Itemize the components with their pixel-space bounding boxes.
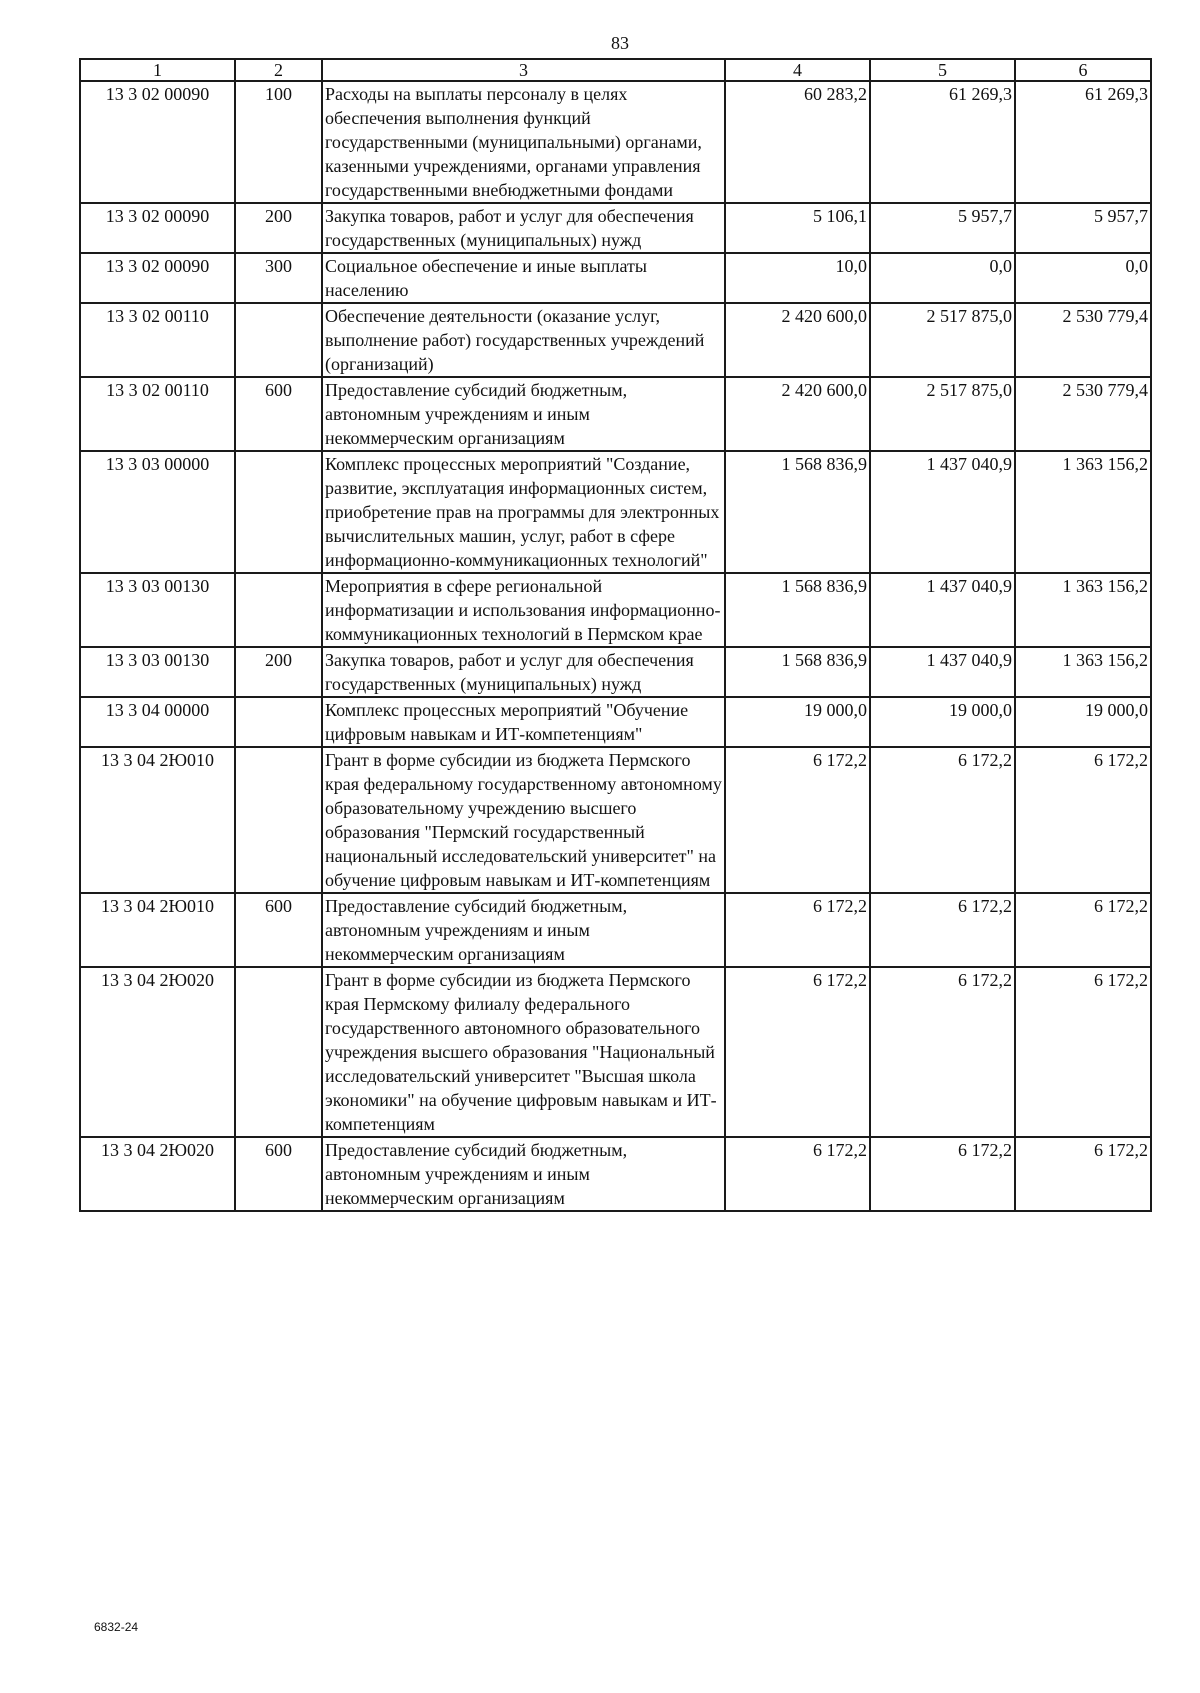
row-value-col5: 6 172,2 — [870, 893, 1015, 967]
row-expense-type: 200 — [235, 647, 322, 697]
header-row — [80, 59, 1151, 81]
row-value-col4: 60 283,2 — [725, 81, 870, 203]
table-row — [80, 697, 1151, 747]
row-value-col5: 1 437 040,9 — [870, 451, 1015, 573]
table-row — [80, 303, 1151, 377]
column-header-6: 6 — [1015, 59, 1151, 81]
row-value-col6: 1 363 156,2 — [1015, 573, 1151, 647]
budget-table — [79, 58, 1152, 1212]
table-row — [80, 647, 1151, 697]
row-code: 13 3 04 00000 — [80, 697, 235, 747]
row-value-col4: 1 568 836,9 — [725, 451, 870, 573]
row-code: 13 3 04 2Ю010 — [80, 747, 235, 893]
row-code: 13 3 04 2Ю010 — [80, 893, 235, 967]
table-row — [80, 967, 1151, 1137]
row-value-col5: 61 269,3 — [870, 81, 1015, 203]
row-code: 13 3 02 00090 — [80, 253, 235, 303]
row-value-col6: 6 172,2 — [1015, 893, 1151, 967]
row-value-col4: 19 000,0 — [725, 697, 870, 747]
row-name: Грант в форме субсидии из бюджета Пермского края Пермскому филиалу федерального государственного автономного образовательного учреждения высшего образования "Национальный исследовательский университет "Высшая школа экономики" на обучение цифровым навыкам и ИТ-компетенциям — [322, 967, 725, 1137]
row-value-col4: 6 172,2 — [725, 967, 870, 1137]
table-row — [80, 203, 1151, 253]
row-value-col5: 6 172,2 — [870, 1137, 1015, 1211]
row-expense-type: 600 — [235, 893, 322, 967]
row-value-col5: 2 517 875,0 — [870, 377, 1015, 451]
table-header — [80, 59, 1151, 81]
row-value-col4: 2 420 600,0 — [725, 377, 870, 451]
row-value-col5: 5 957,7 — [870, 203, 1015, 253]
row-value-col5: 0,0 — [870, 253, 1015, 303]
row-value-col4: 10,0 — [725, 253, 870, 303]
row-value-col5: 19 000,0 — [870, 697, 1015, 747]
row-name: Обеспечение деятельности (оказание услуг, выполнение работ) государственных учреждений (организаций) — [322, 303, 725, 377]
row-value-col4: 2 420 600,0 — [725, 303, 870, 377]
row-value-col4: 6 172,2 — [725, 747, 870, 893]
row-code: 13 3 03 00000 — [80, 451, 235, 573]
row-value-col6: 61 269,3 — [1015, 81, 1151, 203]
row-name: Предоставление субсидий бюджетным, автономным учреждениям и иным некоммерческим организациям — [322, 893, 725, 967]
row-value-col4: 1 568 836,9 — [725, 647, 870, 697]
row-value-col6: 6 172,2 — [1015, 967, 1151, 1137]
row-name: Грант в форме субсидии из бюджета Пермского края федеральному государственному автономному образовательному учреждению высшего образования "Пермский государственный национальный исследовательский университет" на обучение цифровым навыкам и ИТ-компетенциям — [322, 747, 725, 893]
table-row — [80, 377, 1151, 451]
row-code: 13 3 03 00130 — [80, 647, 235, 697]
row-name: Комплекс процессных мероприятий "Обучение цифровым навыкам и ИТ-компетенциям" — [322, 697, 725, 747]
row-value-col6: 6 172,2 — [1015, 747, 1151, 893]
row-value-col5: 6 172,2 — [870, 747, 1015, 893]
row-expense-type — [235, 451, 322, 573]
row-code: 13 3 04 2Ю020 — [80, 967, 235, 1137]
row-expense-type — [235, 697, 322, 747]
row-value-col6: 6 172,2 — [1015, 1137, 1151, 1211]
row-code: 13 3 04 2Ю020 — [80, 1137, 235, 1211]
row-value-col6: 5 957,7 — [1015, 203, 1151, 253]
row-name: Закупка товаров, работ и услуг для обеспечения государственных (муниципальных) нужд — [322, 647, 725, 697]
row-value-col6: 2 530 779,4 — [1015, 303, 1151, 377]
row-value-col6: 0,0 — [1015, 253, 1151, 303]
row-value-col4: 6 172,2 — [725, 1137, 870, 1211]
table-row — [80, 81, 1151, 203]
row-expense-type: 100 — [235, 81, 322, 203]
column-header-1: 1 — [80, 59, 235, 81]
row-code: 13 3 02 00090 — [80, 81, 235, 203]
row-name: Расходы на выплаты персоналу в целях обеспечения выполнения функций государственными (муниципальными) органами, казенными учреждениями, органами управления государственными внебюджетными фондами — [322, 81, 725, 203]
row-name: Закупка товаров, работ и услуг для обеспечения государственных (муниципальных) нужд — [322, 203, 725, 253]
table-row — [80, 747, 1151, 893]
row-value-col6: 19 000,0 — [1015, 697, 1151, 747]
table-row — [80, 1137, 1151, 1211]
table-row — [80, 451, 1151, 573]
row-code: 13 3 03 00130 — [80, 573, 235, 647]
row-name: Комплекс процессных мероприятий "Создание, развитие, эксплуатация информационных систем, приобретение прав на программы для электронных вычислительных машин, услуг, работ в сфере информационно-коммуникационных технологий" — [322, 451, 725, 573]
row-name: Предоставление субсидий бюджетным, автономным учреждениям и иным некоммерческим организациям — [322, 377, 725, 451]
row-code: 13 3 02 00090 — [80, 203, 235, 253]
column-header-5: 5 — [870, 59, 1015, 81]
table-row — [80, 253, 1151, 303]
row-value-col5: 1 437 040,9 — [870, 573, 1015, 647]
page-number: 83 — [611, 33, 629, 53]
row-expense-type: 200 — [235, 203, 322, 253]
column-header-4: 4 — [725, 59, 870, 81]
row-code: 13 3 02 00110 — [80, 303, 235, 377]
row-expense-type: 600 — [235, 1137, 322, 1211]
row-value-col5: 1 437 040,9 — [870, 647, 1015, 697]
row-name: Мероприятия в сфере региональной информатизации и использования информационно-коммуникационных технологий в Пермском крае — [322, 573, 725, 647]
table-row — [80, 573, 1151, 647]
row-expense-type — [235, 967, 322, 1137]
row-name: Предоставление субсидий бюджетным, автономным учреждениям и иным некоммерческим организациям — [322, 1137, 725, 1211]
row-value-col6: 1 363 156,2 — [1015, 451, 1151, 573]
column-header-3: 3 — [322, 59, 725, 81]
document-id: 6832-24 — [94, 1620, 139, 1634]
row-expense-type — [235, 747, 322, 893]
row-expense-type — [235, 573, 322, 647]
row-value-col5: 6 172,2 — [870, 967, 1015, 1137]
row-expense-type: 300 — [235, 253, 322, 303]
row-name: Социальное обеспечение и иные выплаты населению — [322, 253, 725, 303]
row-value-col4: 6 172,2 — [725, 893, 870, 967]
row-value-col6: 1 363 156,2 — [1015, 647, 1151, 697]
row-value-col6: 2 530 779,4 — [1015, 377, 1151, 451]
table-row — [80, 893, 1151, 967]
row-value-col4: 1 568 836,9 — [725, 573, 870, 647]
row-expense-type: 600 — [235, 377, 322, 451]
row-value-col4: 5 106,1 — [725, 203, 870, 253]
row-value-col5: 2 517 875,0 — [870, 303, 1015, 377]
row-code: 13 3 02 00110 — [80, 377, 235, 451]
row-expense-type — [235, 303, 322, 377]
table-body — [80, 81, 1151, 1211]
column-header-2: 2 — [235, 59, 322, 81]
